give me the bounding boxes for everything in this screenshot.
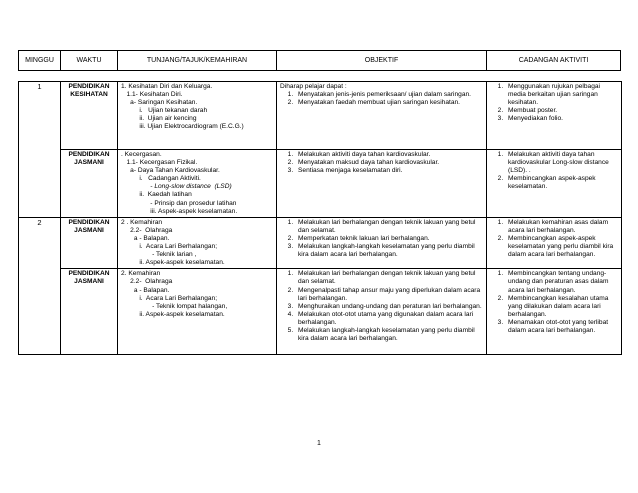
list-item: 2. Memperkatan teknik lakuan lari berhalangan. [295,235,483,243]
tajuk-line: 1.1- Kecergasan Fizikal. [121,159,198,167]
subject-line: KESIHATAN [70,91,108,99]
tajuk-line: 2 . Kemahiran [121,218,163,226]
objektif-list [280,151,483,175]
objektif-intro: Diharap pelajar dapat : [280,83,347,90]
list-item: 1. Menggunakan rujukan pelbagai media berkaitan ujian saringan kesihatan. [505,83,618,107]
cadangan-cell [487,150,622,218]
subject-cell [61,150,118,218]
cadangan-cell [487,269,622,355]
subject-line: PENDIDIKAN [68,151,110,158]
cadangan-cell [487,217,622,269]
week-cell: 1 [19,82,61,218]
cadangan-cell [487,82,622,150]
tajuk-line: - Teknik lompat halangan, [121,302,228,310]
tajuk-line: - Long-slow distance (LSD) [121,183,232,191]
list-item: 2. Membincangkan aspek-aspek keselamatan yang perlu diambil kira dalam acara lari berhalangan. [505,235,618,259]
tajuk-line: - Prinsip dan prosedur latihan [121,199,237,207]
tajuk-line: iii. Aspek-aspek keselamatan. [121,207,238,215]
tajuk-line: a- Daya Tahan Kardiovaskular. [121,167,220,175]
tajuk-cell [118,217,277,269]
list-item: 3. Sentiasa menjaga keselamatan diri. [295,167,483,175]
list-item: 1. Membincangkan tentang undang-undang dan peraturan asas dalam acara lari berhalangan. [505,270,618,294]
list-item: 2. Mengenalpasti tahap ansur maju yang diperlukan dalam acara lari berhalangan. [295,287,483,303]
list-item: 3. Menamakan otot-otot yang terlibat dalam acara lari berhalangan. [505,319,618,335]
tajuk-line: i. Ujian tekanan darah [121,107,208,115]
page-number: 1 [317,440,321,447]
objektif-cell [277,217,487,269]
list-item: 1. Menyatakan jenis-jenis pemeriksaan/ ujian dalam saringan. [295,91,483,99]
list-item: 1. Melakukan kemahiran asas dalam acara lari berhalangan. [505,219,618,235]
tajuk-line: - Teknik larian , [121,251,197,259]
tajuk-line: 2. Kemahiran [121,270,161,278]
tajuk-line: ii. Kaedah latihan [121,191,192,199]
objektif-list [280,219,483,259]
tajuk-line: ii. Aspek-aspek keselamatan. [121,259,225,267]
list-item: 5. Melakukan langkah-langkah keselamatan yang perlu diambil kira dalam acara lari berhalangan. [295,327,483,343]
list-item: 1. Melakukan lari berhalangan dengan teknik lakuan yang betul dan selamat. [295,270,483,286]
list-item: 2. Membuat poster. [505,107,618,115]
subject-cell [61,217,118,269]
subject-line: JASMANI [74,159,104,167]
subject-line: JASMANI [74,226,104,234]
subject-line: PENDIDIKAN [68,270,110,278]
list-item: 1. Melakukan aktiviti daya tahan kardiovaskular. [295,151,483,159]
header-objektif: OBJEKTIF [277,51,487,70]
table-row [19,217,622,269]
subject-cell [61,269,118,355]
tajuk-line: 1.1- Kesihatan Diri. [121,91,183,99]
tajuk-line: a- Saringan Kesihatan. [121,99,198,107]
tajuk-line: a - Balapan. [121,286,170,294]
tajuk-line: i. Acara Lari Berhalangan; [121,243,218,251]
table-row [19,150,622,218]
objektif-list [280,270,483,343]
tajuk-line: i. Cadangan Aktiviti. [121,175,201,183]
tajuk-cell [118,269,277,355]
tajuk-cell [118,82,277,150]
list-item: 3. Menghuraikan undang-undang dan peraturan lari berhalangan. [295,303,483,311]
subject-line: PENDIDIKAN [68,218,110,226]
tajuk-cell [118,150,277,218]
cadangan-list [490,270,618,335]
subject-line: PENDIDIKAN [68,83,110,90]
tajuk-line: 2.2- Olahraga [121,226,173,234]
list-item: 3. Melakukan langkah-langkah keselamatan yang perlu diambil kira dalam acara lari berhalangan. [295,243,483,259]
tajuk-line: ii. Aspek-aspek keselamatan. [121,310,225,318]
table-row [19,82,622,150]
tajuk-line: i. Acara Lari Berhalangan; [121,294,218,302]
cadangan-list [490,151,618,191]
objektif-cell [277,150,487,218]
week-cell: 2 [19,217,61,355]
tajuk-line: ii. Ujian air kencing [121,115,197,123]
header-waktu: WAKTU [61,51,118,70]
cadangan-list [490,219,618,259]
tajuk-line: . Kecergasan. [121,151,162,158]
list-item: 1. Melakukan aktiviti daya tahan kardiovaskular Long-slow distance (LSD). . [505,151,618,175]
tajuk-line: 1. Kesihatan Diri dan Keluarga. [121,83,213,90]
objektif-list [280,91,483,107]
cadangan-list [490,83,618,123]
tajuk-line: 2.2- Olahraga [121,278,173,286]
header-minggu: MINGGU [19,51,61,70]
schedule-table [18,81,622,355]
objektif-cell [277,82,487,150]
header-tunjang: TUNJANG/TAJUK/KEMAHIRAN [118,51,277,70]
header-cadangan: CADANGAN AKTIVITI [518,57,589,64]
list-item: 2. Menyatakan maksud daya tahan kardiovaskular. [295,159,483,167]
subject-line: JASMANI [74,278,104,286]
objektif-cell [277,269,487,355]
list-item: 1. Melakukan lari berhalangan dengan teknik lakuan yang betul dan selamat. [295,219,483,235]
subject-cell [61,82,118,150]
table-header [18,50,621,71]
list-item: 4. Melakukan otot-otot utama yang digunakan dalam acara lari berhalangan. [295,311,483,327]
list-item: 2. Membincangkan aspek-aspek keselamatan. [505,175,618,191]
tajuk-line: a - Balapan. [121,234,170,242]
list-item: 2. Menyatakan faedah membuat ujian saringan kesihatan. [295,99,483,107]
tajuk-line: iii. Ujian Elektrocardiogram (E.C.G.) [121,123,244,131]
list-item: 3. Menyediakan folio. [505,115,618,123]
table-row [19,269,622,355]
list-item: 2. Membincangkan kesalahan utama yang dilakukan dalam acara lari berhalangan. [505,295,618,319]
